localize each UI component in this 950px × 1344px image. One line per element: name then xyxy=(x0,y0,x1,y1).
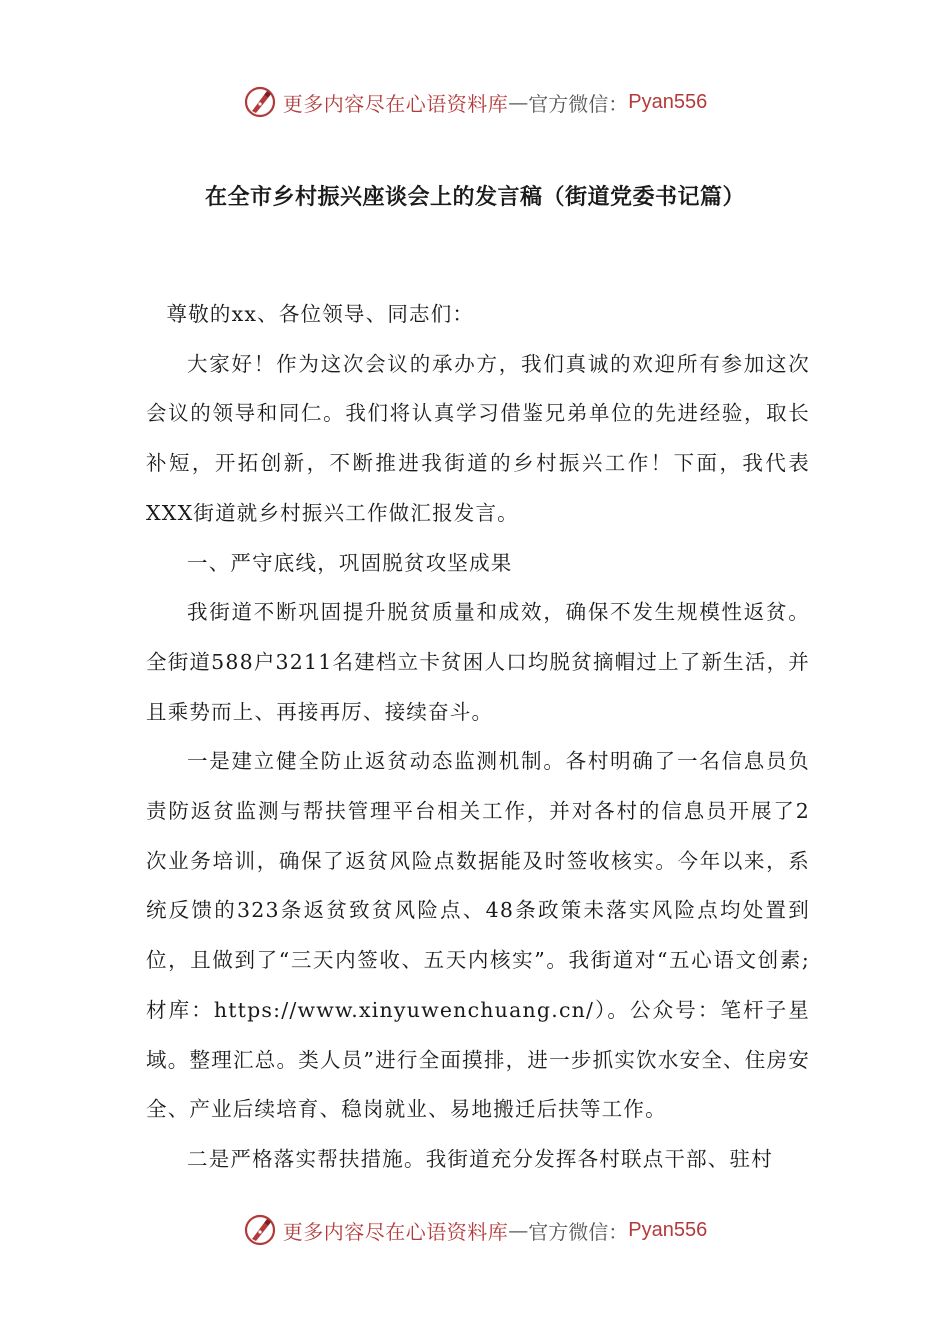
watermark-brand-text: 更多内容尽在心语资料库 xyxy=(282,91,509,116)
watermark-dash: — xyxy=(508,90,529,114)
watermark-contact-id: Pyan556 xyxy=(628,90,708,113)
paragraph: 二是严格落实帮扶措施。我街道充分发挥各村联点干部、驻村 xyxy=(187,1146,773,1171)
document-body xyxy=(146,290,810,1185)
watermark-contact-id: Pyan556 xyxy=(628,1218,708,1241)
pen-nib-circle-icon xyxy=(243,85,277,119)
footer-watermark xyxy=(0,1208,950,1252)
paragraph: 大家好！作为这次会议的承办方，我们真诚的欢迎所有参加这次会议的领导和同仁。我们将认真学习借鉴兄弟单位的先进经验，取长补短，开拓创新，不断推进我街道的乡村振兴工作！下面，我代表XXX街道就乡村振兴工作做汇报发言。 xyxy=(146,351,810,525)
paragraph: 一是建立健全防止返贫动态监测机制。各村明确了一名信息员负责防返贫监测与帮扶管理平台相关工作，并对各村的信息员开展了2次业务培训，确保了返贫风险点数据能及时签收核实。今年以来，系统反馈的323条返贫致贫风险点、48条政策未落实风险点均处置到位，且做到了“三天内签收、五天内核实”。我街道对“五心语文创素;材库：https://www.xinyuwenchuang.cn/）。公众号：笔杆子星域。整理汇总。类人员”进行全面摸排，进一步抓实饮水安全、住房安全、产业后续培育、稳岗就业、易地搬迁后扶等工作。 xyxy=(146,749,810,1122)
header-watermark xyxy=(0,80,950,124)
salutation: 尊敬的xx、各位领导、同志们： xyxy=(166,302,475,326)
watermark-brand-text: 更多内容尽在心语资料库 xyxy=(282,1219,509,1244)
watermark-contact-label: 官方微信： xyxy=(528,1219,629,1244)
pen-nib-circle-icon xyxy=(243,1213,277,1247)
watermark-contact-label: 官方微信： xyxy=(528,91,629,116)
paragraph: 我街道不断巩固提升脱贫质量和成效，确保不发生规模性返贫。全街道588户3211名建档立卡贫困人口均脱贫摘帽过上了新生活，并且乘势而上、再接再厉、接续奋斗。 xyxy=(146,600,810,724)
section-heading: 一、严守底线，巩固脱贫攻坚成果 xyxy=(187,550,513,575)
document-title: 在全市乡村振兴座谈会上的发言稿（街道党委书记篇） xyxy=(204,185,745,210)
watermark-dash: — xyxy=(508,1218,529,1242)
